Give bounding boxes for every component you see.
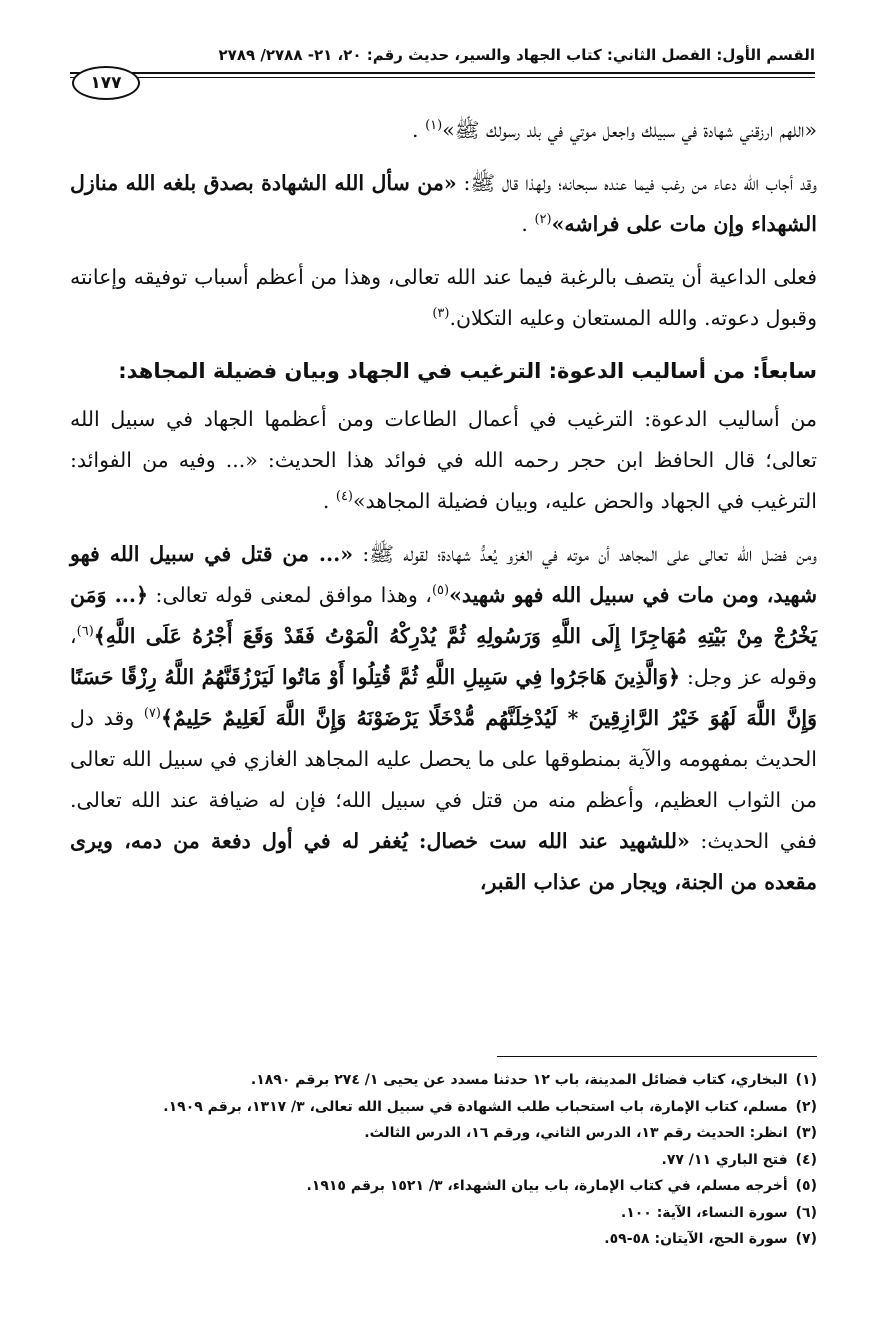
footnote-3 [70, 1120, 817, 1147]
paragraph-4: من أساليب الدعوة: الترغيب في أعمال الطاعات ومن أعظمها الجهاد في سبيل الله تعالى؛ قال الحافظ ابن حجر رحمه الله في فوائد هذا الحديث: «... وفيه من الفوائد: الترغيب في الجهاد والحض عليه، وبيان فضيلة المجاهد»$^{(٤)}$ . [70, 407, 817, 513]
footnote-6 [70, 1200, 817, 1227]
paragraph-1: «اللهم ارزقني شهادة في سبيلك واجعل موتي في بلد رسولك ﷺ»$^{(١)}$ . [412, 118, 817, 142]
footnote-marker: (٥) [795, 1178, 817, 1194]
footnote-5 [70, 1173, 817, 1200]
paragraph-5-mid: ، وهذا موافق لمعنى قوله تعالى: [155, 583, 432, 607]
hadith-quote-1: «اللهم ارزقني شهادة في سبيلك واجعل موتي في بلد رسولك ﷺ» [442, 118, 817, 142]
paragraph-5-mid-2: ، وقوله عز وجل: [70, 624, 817, 689]
paragraph-3-text: فعلى الداعية أن يتصف بالرغبة فيما عند الله تعالى، وهذا من أعظم أسباب توفيقه وإعانته وقبول دعوته. والله المستعان وعليه التكلان. [70, 265, 817, 330]
footnote-ref-7: (٧) [143, 706, 161, 722]
header-title: القسم الأول: الفصل الثاني: كتاب الجهاد والسير، حديث رقم: ٢٠، ٢١- ٢٧٨٨/ ٢٧٨٩ [218, 46, 815, 64]
paragraph-3 [70, 257, 817, 339]
footnote-text: مسلم، كتاب الإمارة، باب استحباب طلب الشهادة في سبيل الله تعالى، ٣/ ١٣١٧، برقم ١٩٠٩. [163, 1098, 788, 1115]
header-rule [70, 72, 815, 78]
footnote-separator [497, 1056, 817, 1057]
paragraph-6-text: وقد دل الحديث بمفهومه والآية بمنطوقها على ما يحصل عليه المجاهد الغازي في سبيل الله تعالى من الثواب العظيم، وأعظم منه من قتل في سبيل الله؛ فإن له ضيافة عند الله تعالى. ففي الحديث: [70, 706, 817, 853]
footnote-text: سورة النساء، الآية: ١٠٠. [620, 1204, 788, 1221]
paragraph-4-text: من أساليب الدعوة: الترغيب في أعمال الطاعات ومن أعظمها الجهاد في سبيل الله تعالى؛ قال الحافظ ابن حجر رحمه الله في فوائد هذا الحديث: «... وفيه من الفوائد: الترغيب في الجهاد والحض عليه، وبيان فضيلة المجاهد» [70, 407, 817, 513]
main-body [70, 110, 817, 915]
footnote-marker: (١) [795, 1072, 817, 1088]
footnote-4 [70, 1147, 817, 1174]
page-number-badge: ١٧٧ [72, 66, 140, 100]
footnote-ref-4: (٤) [335, 489, 353, 505]
footnote-1 [70, 1067, 817, 1094]
footnote-ref-1: (١) [425, 118, 443, 134]
footnote-7 [70, 1226, 817, 1253]
quran-verse-1: ﴿... وَمَن يَخْرُجْ مِنْ بَيْتِهِ مُهَاجِرًا إِلَى اللَّهِ وَرَسُولِهِ ثُمَّ يُدْرِكْهُ الْمَوْتُ فَقَدْ وَقَعَ أَجْرُهُ عَلَى اللَّهِ﴾ [70, 583, 817, 648]
quran-verse-2: ﴿وَالَّذِينَ هَاجَرُوا فِي سَبِيلِ اللَّهِ ثُمَّ قُتِلُوا أَوْ مَاتُوا لَيَرْزُقَنَّهُمُ اللَّهُ رِزْقًا حَسَنًا وَإِنَّ اللَّهَ لَهُوَ خَيْرُ الرَّازِقِينَ * لَيُدْخِلَنَّهُم مُّدْخَلًا يَرْضَوْنَهُ وَإِنَّ اللَّهَ لَعَلِيمٌ حَلِيمٌ﴾ [70, 665, 818, 730]
paragraph-5-intro: ومن فضل الله تعالى على المجاهد أن موته في الغزو يُعدُّ شهادة؛ لقوله ﷺ: [362, 542, 817, 566]
footnote-marker: (٦) [795, 1204, 817, 1221]
footnote-text: أخرجه مسلم، في كتاب الإمارة، باب بيان الشهداء، ٣/ ١٥٢١ برقم ١٩١٥. [306, 1178, 788, 1194]
footnote-text: البخاري، كتاب فضائل المدينة، باب ١٢ حدثنا مسدد عن يحيى ١/ ٢٧٤ برقم ١٨٩٠. [250, 1072, 788, 1088]
hadith-quote-2: «من سأل الله الشهادة بصدق بلغه الله منازل الشهداء وإن مات على فراشه» [70, 171, 817, 236]
footnotes-section [70, 1056, 817, 1253]
paragraph-5 [70, 534, 817, 903]
running-header [70, 44, 815, 80]
hadith-quote-5: «... من قتل في سبيل الله فهو شهيد، ومن مات في سبيل الله فهو شهيد» [70, 542, 817, 607]
footnote-ref-5: (٥) [431, 583, 450, 599]
footnote-ref-6: (٦) [76, 624, 94, 640]
footnote-marker: (٤) [795, 1151, 817, 1168]
footnote-marker: (٣) [795, 1125, 817, 1141]
footnote-marker: (٢) [795, 1098, 817, 1115]
paragraph-2-intro: وقد أجاب الله دعاء من رغب فيما عنده سبحانه؛ ولهذا قال ﷺ: [463, 171, 817, 195]
footnote-marker: (٧) [795, 1231, 817, 1247]
footnote-text: انظر: الحديث رقم ١٣، الدرس الثاني، ورقم ١٦، الدرس الثالث. [364, 1125, 788, 1141]
section-heading: سابعاً: من أساليب الدعوة: الترغيب في الجهاد وبيان فضيلة المجاهد: [118, 359, 817, 383]
footnote-2 [70, 1094, 817, 1121]
footnote-ref-3: (٣) [432, 306, 450, 322]
hadith-quote-6: «للشهيد عند الله ست خصال: يُغفر له في أول دفعة من دمه، ويرى مقعده من الجنة، ويجار من عذاب القبر، [70, 829, 817, 894]
footnote-text: سورة الحج، الآيتان: ٥٨-٥٩. [604, 1231, 788, 1247]
footnote-ref-2: (٢) [534, 212, 552, 228]
paragraph-2: وقد أجاب الله دعاء من رغب فيما عنده سبحانه؛ ولهذا قال ﷺ: «من سأل الله الشهادة بصدق بلغه الله منازل الشهداء وإن مات على فراشه»$^{(٢)}$ . [70, 171, 817, 236]
footnote-text: فتح الباري ١١/ ٧٧. [661, 1151, 788, 1168]
